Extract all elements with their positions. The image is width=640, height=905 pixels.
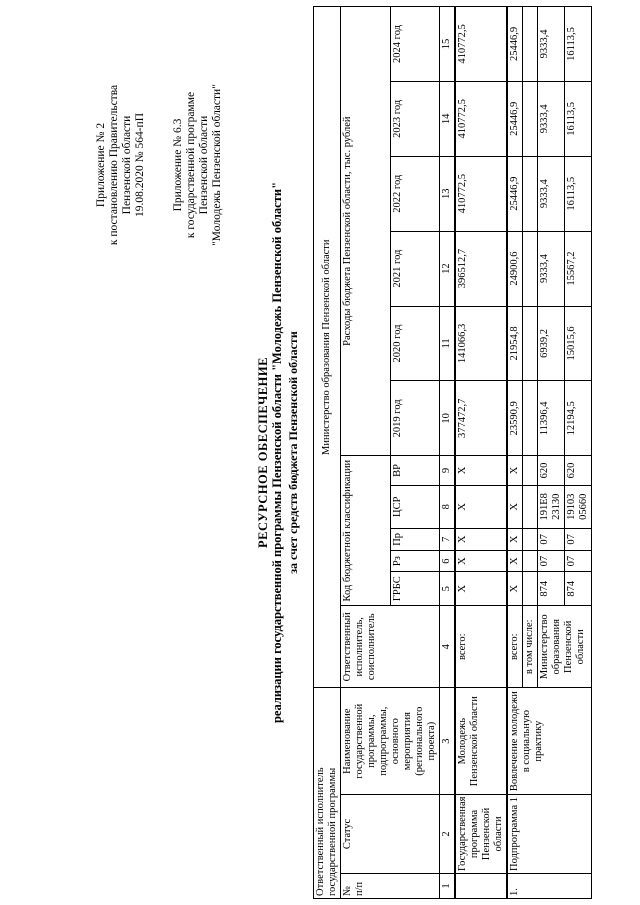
cell-value: 23590,9 [507, 381, 523, 456]
header-row [341, 7, 391, 899]
cell-value: 16113,5 [565, 7, 592, 82]
document-title: РЕСУРСНОЕ ОБЕСПЕЧЕНИЕ [256, 357, 270, 548]
cell-pr: Х [455, 529, 507, 551]
cell-rz: Х [507, 550, 523, 572]
cell-value: 16113,5 [565, 81, 592, 156]
header-year: 2024 год [390, 7, 440, 82]
col-number: 12 [440, 231, 456, 306]
col-number: 7 [440, 529, 456, 551]
cell-value: 410772,5 [455, 156, 507, 231]
cell-rz: 07 [538, 550, 565, 572]
cell-csr: 191E8 23130 [538, 485, 565, 528]
cell-value [523, 381, 538, 456]
appendix-line: Пензенской области [121, 115, 133, 215]
cell-status: Подпрограмма 1 [507, 794, 592, 873]
cell-csr: 19103 05660 [565, 485, 592, 528]
cell-csr: Х [507, 485, 523, 528]
cell-value [523, 81, 538, 156]
responsible-label: Ответственный исполнитель государственной программы [314, 688, 341, 899]
header-csr: ЦСР [390, 485, 440, 528]
cell-grbs: Х [507, 572, 523, 606]
appendix-line: Приложение № 6.3 [172, 118, 184, 212]
cell-value [523, 306, 538, 381]
cell-value: 9333,4 [538, 231, 565, 306]
header-year: 2020 год [390, 306, 440, 381]
document-subtitle: реализации государственной программы Пензенской области "Молодежь Пензенской области" [270, 181, 284, 724]
cell-name: Вовлечение молодежи в социальную практику [507, 688, 592, 794]
cell-status: Государственная программа Пензенской области [455, 794, 507, 873]
cell-value: 15567,2 [565, 231, 592, 306]
cell-value: 141066,3 [455, 306, 507, 381]
cell-rz: 07 [565, 550, 592, 572]
appendix-program-header [172, 60, 224, 270]
col-number: 1 [440, 874, 456, 899]
table-row-subprogram [507, 7, 523, 899]
cell-pr: Х [507, 529, 523, 551]
cell-grbs: 874 [538, 572, 565, 606]
cell-pr: 07 [538, 529, 565, 551]
header-num: № п/п [341, 874, 440, 899]
header-name: Наименование государственной программы, подпрограммы, основного мероприятия (регионального проекта) [341, 688, 440, 794]
cell-executor: всего: [455, 606, 507, 688]
appendix-line: Приложение № 2 [95, 122, 107, 208]
cell-value: 11396,4 [538, 381, 565, 456]
cell-csr [523, 485, 538, 528]
col-number: 3 [440, 688, 456, 794]
cell-rz: Х [455, 550, 507, 572]
document-subtitle-2: за счет средств бюджета Пензенской области [286, 331, 300, 574]
cell-value: 410772,5 [455, 7, 507, 82]
header-year: 2023 год [390, 81, 440, 156]
cell-value: 25446,9 [507, 156, 523, 231]
cell-value: 410772,5 [455, 81, 507, 156]
cell-csr: Х [455, 485, 507, 528]
cell-value: 21954,8 [507, 306, 523, 381]
column-number-row [440, 7, 456, 899]
header-year: 2021 год [390, 231, 440, 306]
header-status: Статус [341, 794, 440, 873]
responsible-row [314, 7, 341, 899]
header-grbs: ГРБС [390, 572, 440, 606]
appendix-line: к постановлению Правительства [108, 84, 120, 246]
appendix-line: 19.08.2020 № 564-пП [134, 113, 146, 218]
col-number: 2 [440, 794, 456, 873]
cell-value: 9333,4 [538, 7, 565, 82]
col-number: 8 [440, 485, 456, 528]
cell-name: Молодежь Пензенской области [455, 688, 507, 794]
responsible-value: Министерство образования Пензенской области [314, 7, 341, 689]
table-row-program [455, 7, 507, 899]
cell-value [523, 231, 538, 306]
cell-num [455, 874, 507, 899]
cell-value: 396512,7 [455, 231, 507, 306]
cell-vr: Х [455, 456, 507, 485]
cell-value: 16113,5 [565, 156, 592, 231]
cell-vr: 620 [565, 456, 592, 485]
cell-value: 377472,7 [455, 381, 507, 456]
cell-value: 24900,6 [507, 231, 523, 306]
cell-value: 6939,2 [538, 306, 565, 381]
cell-executor: всего: [507, 606, 523, 688]
header-expenses: Расходы бюджета Пензенской области, тыс. рублей [341, 7, 391, 456]
col-number: 9 [440, 456, 456, 485]
col-number: 15 [440, 7, 456, 82]
cell-vr [523, 456, 538, 485]
cell-vr: 620 [538, 456, 565, 485]
cell-grbs: 874 [565, 572, 592, 606]
cell-executor: в том числе: [523, 606, 538, 688]
appendix-line: Пензенской области [198, 115, 210, 215]
col-number: 10 [440, 381, 456, 456]
cell-grbs [523, 572, 538, 606]
header-year: 2019 год [390, 381, 440, 456]
header-executor: Ответственный исполнитель, соисполнитель [341, 606, 440, 688]
cell-value [523, 156, 538, 231]
cell-vr: Х [507, 456, 523, 485]
cell-value: 25446,9 [507, 81, 523, 156]
header-budget-code: Код бюджетной классификации [341, 456, 391, 606]
col-number: 5 [440, 572, 456, 606]
appendix-line: "Молодежь Пензенской области" [211, 84, 223, 246]
col-number: 11 [440, 306, 456, 381]
header-vr: ВР [390, 456, 440, 485]
appendix-line: к государственной программе [185, 91, 197, 239]
appendix-main-header [95, 55, 147, 275]
cell-value [523, 7, 538, 82]
header-pr: Пр [390, 529, 440, 551]
cell-value: 15015,6 [565, 306, 592, 381]
cell-grbs: Х [455, 572, 507, 606]
header-year: 2022 год [390, 156, 440, 231]
cell-pr [523, 529, 538, 551]
col-number: 4 [440, 606, 456, 688]
cell-rz [523, 550, 538, 572]
cell-value: 12194,5 [565, 381, 592, 456]
cell-pr: 07 [565, 529, 592, 551]
resource-table [313, 6, 592, 899]
col-number: 6 [440, 550, 456, 572]
cell-value: 9333,4 [538, 81, 565, 156]
cell-num: 1. [507, 874, 592, 899]
header-rz: Рз [390, 550, 440, 572]
col-number: 13 [440, 156, 456, 231]
cell-value: 9333,4 [538, 156, 565, 231]
cell-value: 25446,9 [507, 7, 523, 82]
col-number: 14 [440, 81, 456, 156]
cell-executor: Министерство образования Пензенской области [538, 606, 592, 688]
